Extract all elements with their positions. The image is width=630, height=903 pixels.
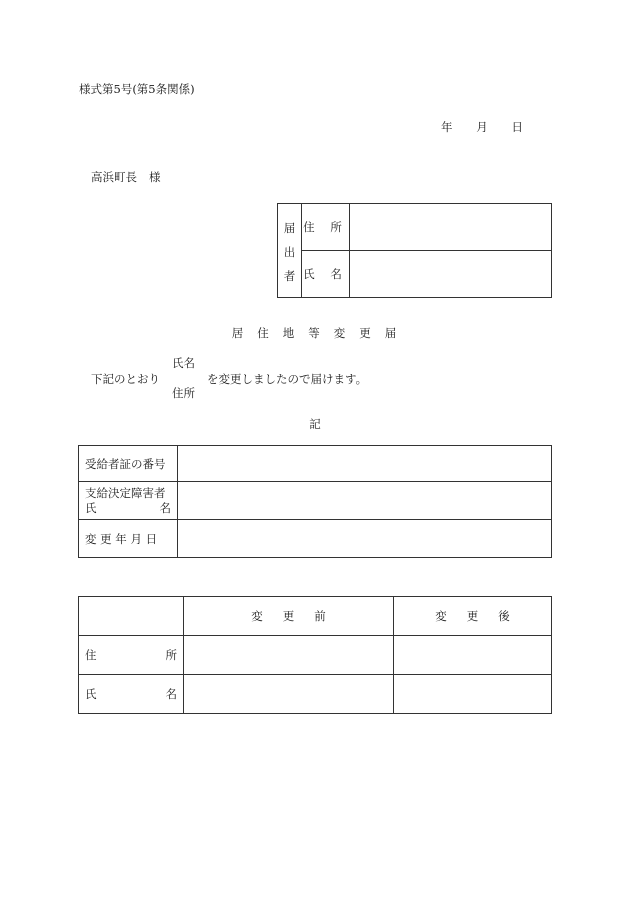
info-table bbox=[78, 445, 552, 558]
address-before-field[interactable] bbox=[184, 636, 394, 675]
address-row-label: 住 所 bbox=[79, 636, 184, 675]
notifier-label: 届 出 者 bbox=[278, 204, 302, 298]
person-label: 支給決定障害者 氏 名 bbox=[79, 482, 178, 520]
change-date-label: 変 更 年 月 日 bbox=[79, 520, 178, 558]
name-before-field[interactable] bbox=[184, 675, 394, 714]
notifier-name-field[interactable] bbox=[350, 251, 552, 298]
recipient-name: 高浜町長 bbox=[91, 170, 137, 184]
address-after-field[interactable] bbox=[394, 636, 552, 675]
person-name-field[interactable] bbox=[178, 482, 552, 520]
option-address: 住所 bbox=[172, 386, 195, 400]
date-line bbox=[441, 119, 523, 135]
change-table bbox=[78, 596, 552, 714]
intro-text-before: 下記のとおり bbox=[91, 372, 160, 386]
intro-text-after: を変更しましたので届けます。 bbox=[207, 372, 368, 386]
form-number: 様式第5号(第5条関係) bbox=[79, 82, 195, 96]
change-header-blank bbox=[79, 597, 184, 636]
notifier-table bbox=[277, 203, 552, 298]
before-header: 変更前 bbox=[184, 597, 394, 636]
option-name: 氏名 bbox=[172, 356, 195, 370]
ki-heading: 記 bbox=[309, 417, 321, 431]
name-after-field[interactable] bbox=[394, 675, 552, 714]
notifier-address-field[interactable] bbox=[350, 204, 552, 251]
date-year-label: 年 bbox=[441, 120, 453, 134]
intro-options bbox=[172, 356, 195, 401]
after-header: 変更後 bbox=[394, 597, 552, 636]
date-month-label: 月 bbox=[476, 120, 488, 134]
notifier-address-label: 住 所 bbox=[302, 204, 350, 251]
document-title: 居住地等変更届 bbox=[231, 326, 411, 340]
date-day-label: 日 bbox=[511, 120, 523, 134]
name-row-label: 氏 名 bbox=[79, 675, 184, 714]
recipient bbox=[91, 169, 161, 185]
recipient-honorific: 様 bbox=[149, 170, 161, 184]
recipient-cert-label: 受給者証の番号 bbox=[79, 446, 178, 482]
notifier-name-label: 氏 名 bbox=[302, 251, 350, 298]
recipient-cert-field[interactable] bbox=[178, 446, 552, 482]
change-date-field[interactable] bbox=[178, 520, 552, 558]
